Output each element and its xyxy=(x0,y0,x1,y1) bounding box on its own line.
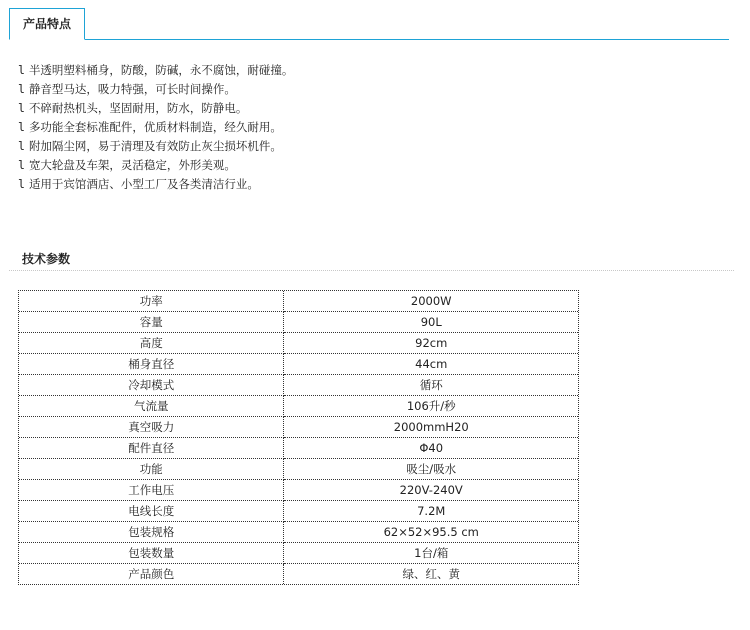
feature-list xyxy=(18,61,293,194)
spec-value: 90L xyxy=(284,312,578,333)
spec-value: 2000W xyxy=(284,291,578,312)
spec-key: 冷却模式 xyxy=(19,375,284,396)
feature-text: 宽大轮盘及车架，灵活稳定，外形美观。 xyxy=(28,158,236,172)
spec-value: 绿、红、黄 xyxy=(402,567,460,581)
feature-text: 多功能全套标准配件，优质材料制造，经久耐用。 xyxy=(28,120,282,134)
feature-text: 半透明塑料桶身，防酸，防碱，永不腐蚀，耐碰撞。 xyxy=(28,63,294,77)
spec-value: 220V-240V xyxy=(284,480,578,501)
spec-value: 92cm xyxy=(284,333,578,354)
feature-item xyxy=(18,99,293,118)
spec-key: 高度 xyxy=(19,333,284,354)
feature-item xyxy=(18,175,293,194)
spec-value: 106升/秒 xyxy=(284,396,578,417)
table-row xyxy=(19,291,578,312)
spec-value: 44cm xyxy=(284,354,578,375)
feature-text: 不碎耐热机头，坚固耐用，防水，防静电。 xyxy=(28,101,248,115)
spec-value: Φ40 xyxy=(284,438,578,459)
bullet-marker: l xyxy=(18,82,25,96)
bullet-marker: l xyxy=(18,139,25,153)
spec-key: 功率 xyxy=(19,291,284,312)
bullet-marker: l xyxy=(18,177,25,191)
table-row xyxy=(19,522,578,543)
section-divider xyxy=(9,270,734,271)
bullet-marker: l xyxy=(18,101,25,115)
tab-bar xyxy=(9,8,729,40)
feature-item xyxy=(18,137,293,156)
spec-value: 1台/箱 xyxy=(284,543,578,564)
feature-text: 静音型马达，吸力特强，可长时间操作。 xyxy=(28,82,236,96)
feature-text: 附加隔尘网，易于清理及有效防止灰尘损坏机件。 xyxy=(28,139,282,153)
table-row xyxy=(19,564,578,584)
table-row xyxy=(19,543,578,564)
feature-item xyxy=(18,61,293,80)
spec-key: 功能 xyxy=(19,459,284,480)
table-row xyxy=(19,354,578,375)
spec-key: 包装规格 xyxy=(19,522,284,543)
feature-text: 适用于宾馆酒店、小型工厂及各类清洁行业。 xyxy=(28,177,259,191)
table-row xyxy=(19,417,578,438)
feature-item xyxy=(18,156,293,175)
spec-value: 62×52×95.5 cm xyxy=(284,522,578,543)
table-row xyxy=(19,438,578,459)
spec-key: 容量 xyxy=(19,312,284,333)
spec-key: 包装数量 xyxy=(19,543,284,564)
spec-value: 2000mmH20 xyxy=(284,417,578,438)
feature-item xyxy=(18,80,293,99)
table-row xyxy=(19,396,578,417)
spec-value: 7.2M xyxy=(284,501,578,522)
spec-key: 电线长度 xyxy=(19,501,284,522)
spec-key: 产品颜色 xyxy=(19,564,284,584)
bullet-marker: l xyxy=(18,120,25,134)
table-row xyxy=(19,501,578,522)
specs-section-title: 技术参数 xyxy=(22,252,71,266)
table-row xyxy=(19,333,578,354)
spec-key: 配件直径 xyxy=(19,438,284,459)
specs-table xyxy=(18,290,579,585)
table-row xyxy=(19,375,578,396)
bullet-marker: l xyxy=(18,63,25,77)
table-row xyxy=(19,312,578,333)
spec-key: 桶身直径 xyxy=(19,354,284,375)
feature-item xyxy=(18,118,293,137)
table-row xyxy=(19,480,578,501)
tab-product-features[interactable]: 产品特点 xyxy=(9,8,85,40)
spec-key: 真空吸力 xyxy=(19,417,284,438)
spec-value: 吸尘/吸水 xyxy=(284,459,578,480)
spec-key: 工作电压 xyxy=(19,480,284,501)
table-row xyxy=(19,459,578,480)
spec-value: 循环 xyxy=(284,375,578,396)
bullet-marker: l xyxy=(18,158,25,172)
spec-key: 气流量 xyxy=(19,396,284,417)
